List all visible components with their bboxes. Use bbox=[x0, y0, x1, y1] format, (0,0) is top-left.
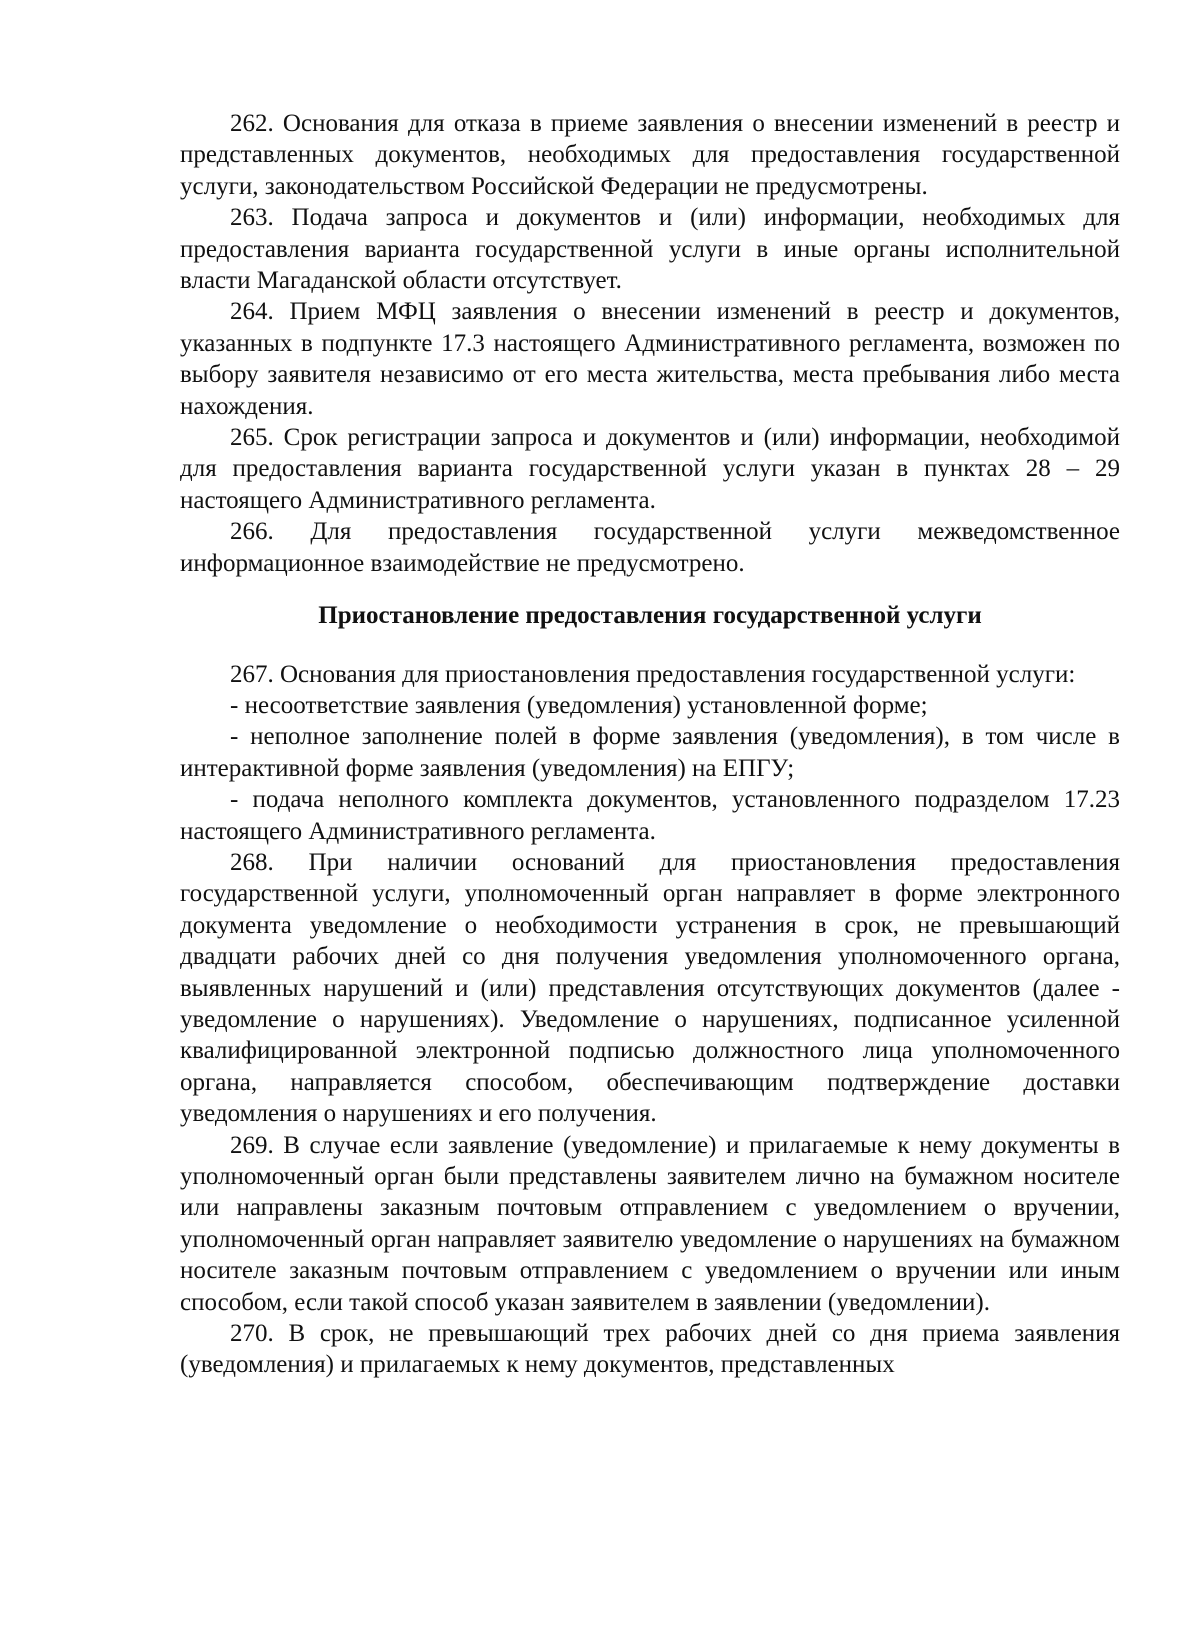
paragraph-262: 262. Основания для отказа в приеме заявления о внесении изменений в реестр и представленных документов, необходимых для предоставления государственной услуги, законодательством Российской Федерации не предусмотрены. bbox=[180, 110, 1120, 200]
paragraph-265: 265. Срок регистрации запроса и документов и (или) информации, необходимой для предоставления варианта государственной услуги указан в пунктах 28 – 29 настоящего Административного регламента. bbox=[180, 424, 1120, 514]
section-heading: Приостановление предоставления государственной услуги bbox=[318, 602, 982, 630]
paragraph-270: 270. В срок, не превышающий трех рабочих дней со дня приема заявления (уведомления) и прилагаемых к нему документов, представленных bbox=[180, 1320, 1120, 1379]
list-item-incomplete-documents: - подача неполного комплекта документов, установленного подразделом 17.23 настоящего Административного регламента. bbox=[180, 786, 1120, 845]
paragraph-268: 268. При наличии оснований для приостановления предоставления государственной услуги, уполномоченный орган направляет в форме электронного документа уведомление о необходимости устранения в срок, не превышающий двадцати рабочих дней со дня получения уведомления уполномоченного органа, выявленных нарушений и (или) представления отсутствующих документов (далее - уведомление о нарушениях). Уведомление о нарушениях, подписанное усиленной квалифицированной электронной подписью должностного лица уполномоченного органа, направляется способом, обеспечивающим подтверждение доставки уведомления о нарушениях и его получения. bbox=[180, 848, 1120, 1128]
document-body bbox=[180, 108, 1120, 1381]
paragraph-266: 266. Для предоставления государственной услуги межведомственное информационное взаимодействие не предусмотрено. bbox=[180, 518, 1120, 577]
list-item-form-mismatch: - несоответствие заявления (уведомления) установленной форме; bbox=[230, 691, 928, 719]
list-item-incomplete-fields: - неполное заполнение полей в форме заявления (уведомления), в том числе в интерактивной форме заявления (уведомления) на ЕПГУ; bbox=[180, 723, 1120, 782]
paragraph-263: 263. Подача запроса и документов и (или) информации, необходимых для предоставления варианта государственной услуги в иные органы исполнительной власти Магаданской области отсутствует. bbox=[180, 204, 1120, 295]
paragraph-264: 264. Прием МФЦ заявления о внесении изменений в реестр и документов, указанных в подпункте 17.3 настоящего Административного регламента, возможен по выбору заявителя независимо от его места жительства, места пребывания либо места нахождения. bbox=[180, 298, 1120, 420]
paragraph-269: 269. В случае если заявление (уведомление) и прилагаемые к нему документы в уполномоченный орган были представлены заявителем лично на бумажном носителе или направлены заказным почтовым отправлением с уведомлением о вручении, уполномоченный орган направляет заявителю уведомление о нарушениях на бумажном носителе заказным почтовым отправлением с уведомлением о вручении или иным способом, если такой способ указан заявителем в заявлении (уведомлении). bbox=[180, 1131, 1120, 1316]
paragraph-267: 267. Основания для приостановления предоставления государственной услуги: bbox=[230, 660, 1076, 688]
